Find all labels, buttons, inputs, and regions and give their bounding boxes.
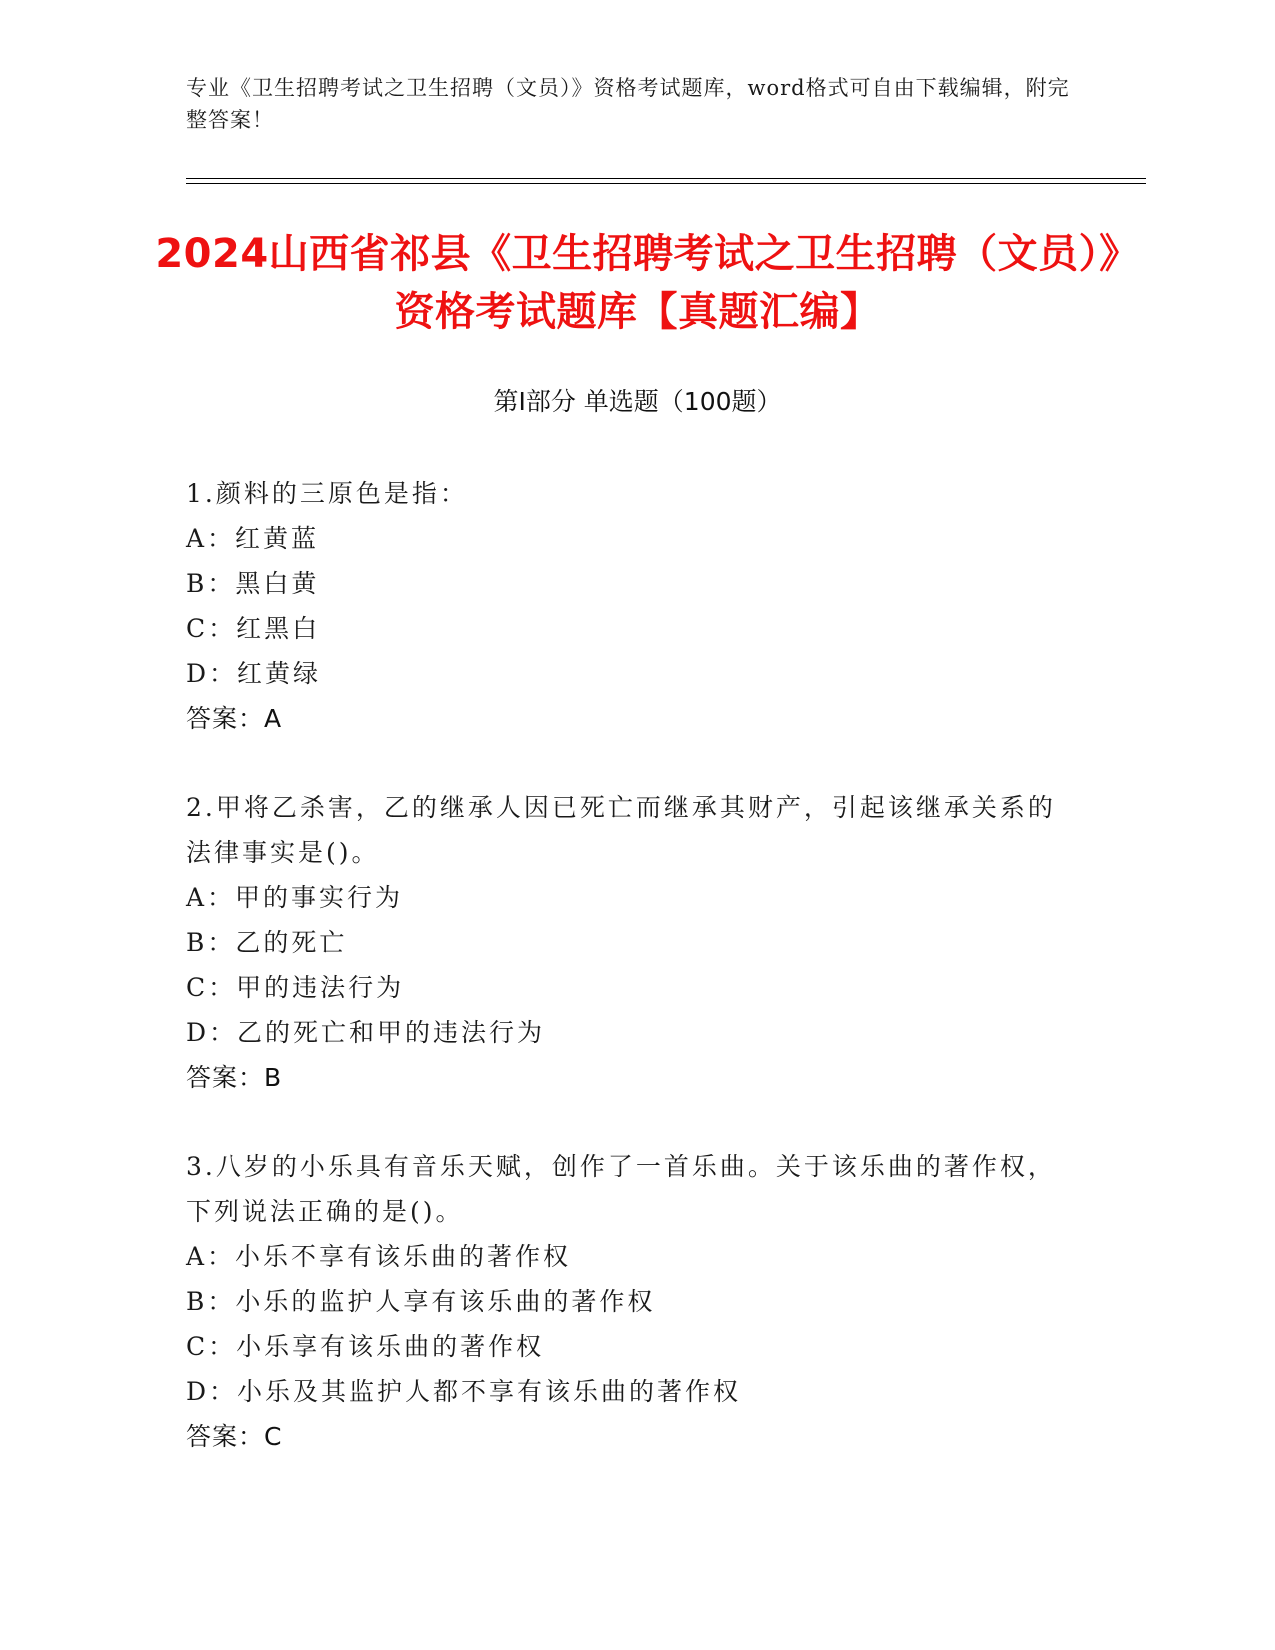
header-divider-bottom [186,183,1146,184]
section-heading: 第Ⅰ部分 单选题（100题） [493,387,782,416]
option-d: D：乙的死亡和甲的违法行为 [186,1018,546,1047]
option-c: C：甲的违法行为 [186,973,405,1002]
question-1 [186,471,1066,741]
document-title: 2024山西省祁县《卫生招聘考试之卫生招聘（文员）》资格考试题库【真题汇编】 [155,231,1120,335]
option-d: D：小乐及其监护人都不享有该乐曲的著作权 [186,1377,742,1406]
page-header: 专业《卫生招聘考试之卫生招聘（文员）》资格考试题库，word格式可自由下载编辑，附完整答案！ [186,76,1070,132]
answer: 答案：B [186,1063,283,1092]
option-a: A：甲的事实行为 [186,883,404,912]
answer: 答案：C [186,1422,283,1451]
option-a: A：红黄蓝 [186,524,320,553]
question-3 [186,1144,1066,1459]
option-c: C：红黑白 [186,614,321,643]
option-d: D：红黄绿 [186,659,322,688]
option-c: C：小乐享有该乐曲的著作权 [186,1332,545,1361]
option-a: A：小乐不享有该乐曲的著作权 [186,1242,572,1271]
question-text: 2.甲将乙杀害，乙的继承人因已死亡而继承其财产，引起该继承关系的法律事实是()。 [186,793,1056,867]
question-text: 1.颜料的三原色是指： [186,479,468,508]
question-list [186,471,1066,1503]
option-b: B：小乐的监护人享有该乐曲的著作权 [186,1287,656,1316]
option-b: B：黑白黄 [186,569,320,598]
answer: 答案：A [186,704,283,733]
question-text: 3.八岁的小乐具有音乐天赋，创作了一首乐曲。关于该乐曲的著作权，下列说法正确的是()。 [186,1152,1056,1226]
option-b: B：乙的死亡 [186,928,348,957]
header-divider-top [186,178,1146,179]
question-2 [186,785,1066,1100]
